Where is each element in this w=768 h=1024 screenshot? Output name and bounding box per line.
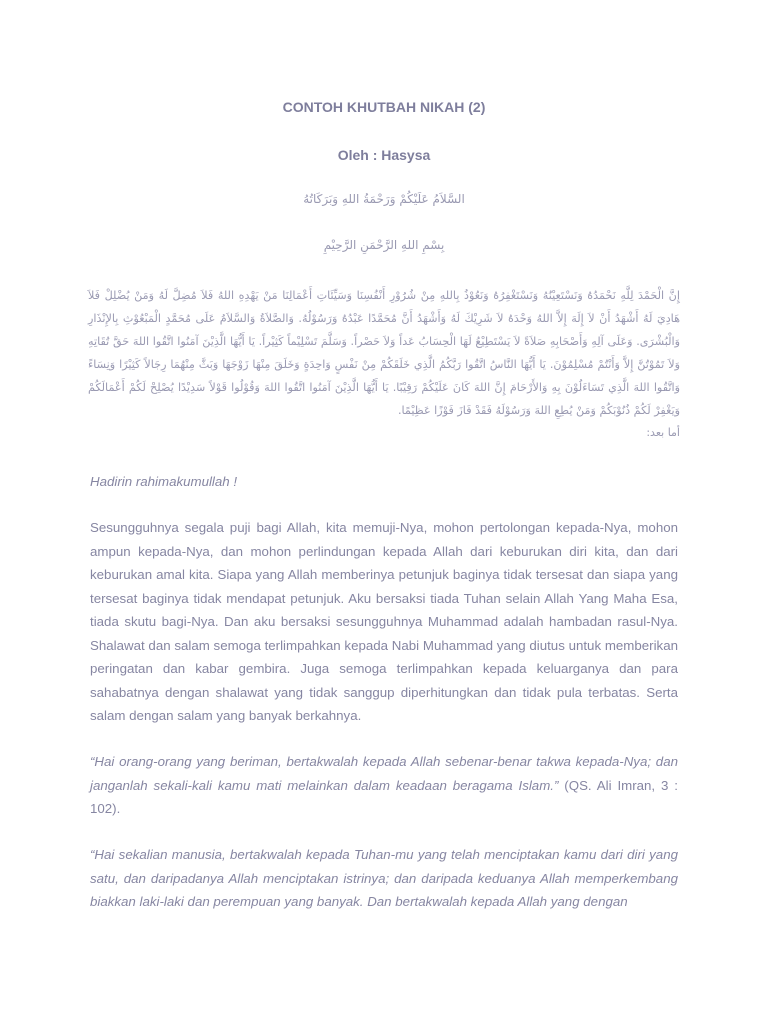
quote-1-text: “Hai orang-orang yang beriman, bertakwalah kepada Allah sebenar-benar takwa kepada-Nya; dan janganlah sekali-kali kamu mati melainkan dalam keadaan beragama Islam.” bbox=[90, 754, 678, 793]
arabic-basmala: بِسْمِ اللهِ الرَّحْمَنِ الرَّحِيْمِ bbox=[323, 238, 445, 252]
document-author: Oleh : Hasysa bbox=[337, 147, 431, 163]
arabic-amma-bad: أما بعد: bbox=[646, 426, 680, 439]
paragraph-quote-2: “Hai sekalian manusia, bertakwalah kepada Tuhan-mu yang telah menciptakan kamu dari diri yang satu, dan daripadanya Allah menciptakan istrinya; dan daripada keduanya Allah memperkembang biakkan laki-laki dan perempuan yang banyak. Dan bertakwalah kepada Allah yang dengan bbox=[90, 847, 678, 909]
arabic-salam: السَّلاَمُ عَلَيْكُمْ وَرَحْمَةُ اللهِ وَبَرَكَاتُهُ bbox=[303, 192, 465, 206]
arabic-opening-paragraph: إِنَّ الْحَمْدَ لِلَّهِ نَحْمَدُهُ وَنَسْتَعِيْنُهُ وَنَسْتَغْفِرُهُ وَنَعُوْذُ بِاللهِ مِنْ شُرُوْرِ أَنْفُسِنَا وَسَيِّئَاتِ أَعْمَالِنَا مَنْ يَهْدِهِ اللهُ فَلاَ مُضِلَّ لَهُ وَمَنْ يُضْلِلْ فَلاَ هَادِيَ لَهُ أَشْهَدُ أَنْ لاَ إِلَهَ إِلاَّ اللهُ وَحْدَهُ لاَ شَرِيْكَ لَهُ وَأَشْهَدُ أَنَّ مُحَمَّدًا عَبْدُهُ وَرَسُوْلُهُ. وَالصَّلاَةُ وَالسَّلاَمُ عَلَى مُحَمَّدٍ الْمَبْعُوْثِ بِالإِنْذَارِ وَالْبُشْرَى. وَعَلَى آلِهِ وَأَصْحَابِهِ صَلاَةً لاَ يَسْتَطِيْعُ لَهَا الْحِسَابُ عَداً وَلاَ حَصْراً. وَسَلَّمَ تَسْلِيْماً كَثِيْراً. يَا أَيُّهَا الَّذِيْنَ آمَنُوا اتَّقُوا اللهَ حَقَّ تُقَاتِهِ وَلاَ تَمُوْتُنَّ إِلاَّ وَأَنْتُمْ مُسْلِمُوْنَ. يَا أَيُّهَا النَّاسُ اتَّقُوا رَبَّكُمُ الَّذِي خَلَقَكُمْ مِنْ نَفْسٍ وَاحِدَةٍ وَخَلَقَ مِنْهَا زَوْجَهَا وَبَثَّ مِنْهُمَا رِجَالاً كَثِيْرًا وَنِسَاءً وَاتَّقُوا اللهَ الَّذِي تَسَاءَلُوْنَ بِهِ وَالأَرْحَامَ إِنَّ اللهَ كَانَ عَلَيْكُمْ رَقِيْبًا. يَا أَيُّهَا الَّذِيْنَ آمَنُوا اتَّقُوا اللهَ وَقُوْلُوا قَوْلاً سَدِيْدًا يُصْلِحْ لَكُمْ أَعْمَالَكُمْ وَيَغْفِرْ لَكُمْ ذُنُوْبَكُمْ وَمَنْ يُطِعِ اللهَ وَرَسُوْلَهُ فَقَدْ فَازَ فَوْزًا عَظِيْمًا. bbox=[88, 289, 680, 417]
document-title: CONTOH KHUTBAH NIKAH (2) bbox=[282, 99, 486, 115]
quote-1-reference: (QS. Ali Imran, 3 : 102). bbox=[90, 777, 678, 816]
paragraph-quote-1 bbox=[90, 750, 678, 821]
greeting-line: Hadirin rahimakumullah ! bbox=[90, 474, 238, 489]
paragraph-opening-translation: Sesungguhnya segala puji bagi Allah, kita memuji-Nya, mohon pertolongan kepada-Nya, mohon ampun kepada-Nya, dan mohon perlindungan kepada Allah dari keburukan diri kita, dan dari keburukan amal kita. Siapa yang Allah memberinya petunjuk baginya tidak tersesat dan siapa yang tersesat baginya tidak mendapat petunjuk. Aku bersaksi tiada Tuhan selain Allah Yang Maha Esa, tiada skutu bagi-Nya. Dan aku bersaksi sesungguhnya Muhammad adalah hambadan rasul-Nya. Shalawat dan salam semoga terlimpahkan kepada Nabi Muhammad yang diutus untuk memberikan peringatan dan kabar gembira. Juga semoga terlimpahkan kepada keluarganya dan para sahabatnya dengan shalawat yang tidak sanggup diperhitungkan dan tidak pula terbatas. Serta salam dengan salam yang banyak berkahnya. bbox=[90, 520, 678, 723]
